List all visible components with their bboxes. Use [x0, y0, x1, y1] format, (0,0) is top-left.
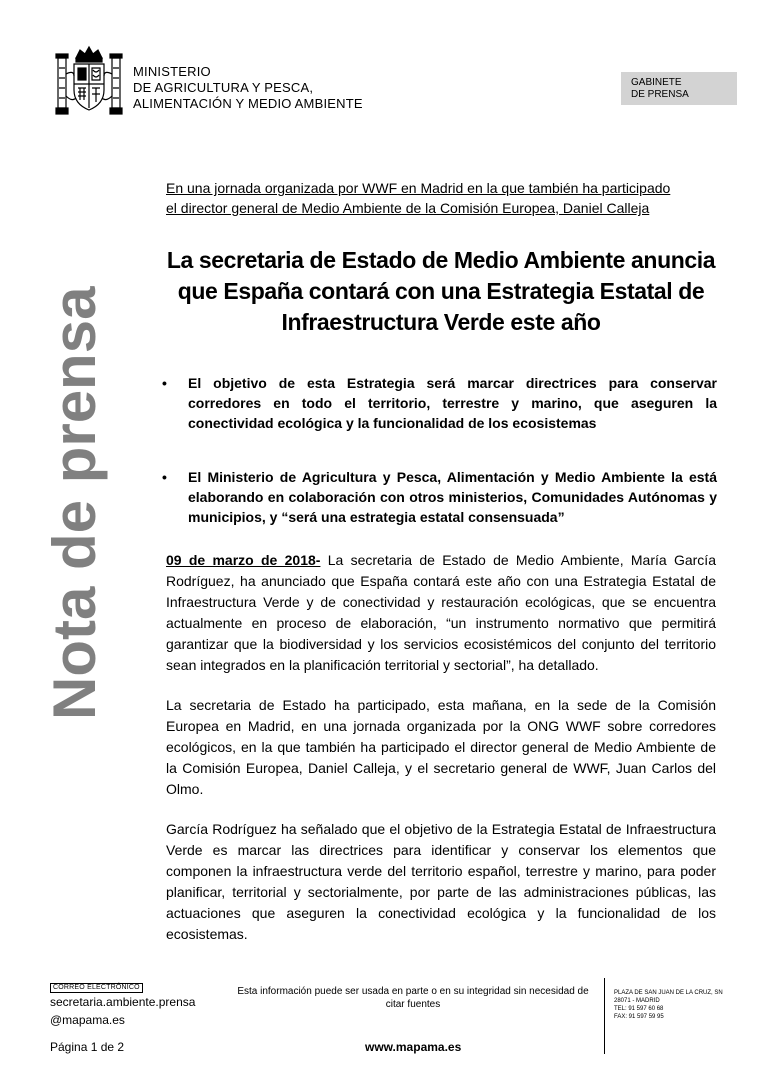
footer-divider [604, 978, 605, 1054]
address-line: PLAZA DE SAN JUAN DE LA CRUZ, SN [614, 990, 723, 996]
website-link[interactable]: www.mapama.es [365, 1040, 462, 1054]
ministry-line: DE AGRICULTURA Y PESCA, [133, 80, 314, 95]
bullet-text: El objetivo de esta Estrategia será marcar directrices para conservar corredores en todo el territorio, terrestre y marino, que aseguren la conectividad ecológica y la funcionalidad de los ecosistemas [188, 375, 717, 431]
address-block [614, 989, 723, 1021]
body-paragraph [166, 550, 716, 676]
bullet-icon: • [162, 375, 167, 391]
paragraph-text: La secretaria de Estado de Medio Ambiente, María García Rodríguez, ha anunciado que España contará este año con una Estrategia Estatal de Infraestructura Verde y de conectividad y restauración ecológicas, que se encuentra actualmente en proceso de elaboración, “un instrumento normativo que permitirá garantizar que la biodiversidad y los servicios ecosistémicos del conjunto del territorio sean integrados en la planificación territorial y sectorial”, ha detallado. [166, 552, 716, 673]
bullet-text: El Ministerio de Agricultura y Pesca, Alimentación y Medio Ambiente la está elaborando en colaboración con otros ministerios, Comunidades Autónomas y municipios, y “será una estrategia estatal consensuada” [188, 469, 717, 525]
press-date: 09 de marzo de 2018- [166, 552, 321, 568]
email-line: secretaria.ambiente.prensa [50, 995, 196, 1009]
coat-of-arms-icon [52, 44, 126, 120]
bullet-item [162, 467, 717, 527]
address-line: 28071 - MADRID [614, 998, 660, 1004]
press-office-line: GABINETE [631, 77, 682, 88]
press-office-box [621, 72, 737, 105]
body-paragraph: La secretaria de Estado ha participado, esta mañana, en la sede de la Comisión Europea en Madrid, en una jornada organizada por la ONG WWF sobre corredores ecológicos, en la que también ha participado el director general de Medio Ambiente de la Comisión Europea, Daniel Calleja, y el secretario general de WWF, Juan Carlos del Olmo. [166, 697, 716, 797]
address-line: FAX: 91 597 59 95 [614, 1014, 664, 1020]
press-office-line: DE PRENSA [631, 89, 689, 100]
body-paragraph: García Rodríguez ha señalado que el objetivo de la Estrategia Estatal de Infraestructura Verde es marcar las directrices para identificar y conservar los elementos que componen la infraestructura verde del territorio español, terrestre y marino, para poder planificar, territorial y sectorialmente, por parte de las administraciones públicas, las actuaciones que aseguren la conectividad ecológica y la funcionalidad de los ecosistemas. [166, 821, 716, 942]
ministry-line: ALIMENTACIÓN Y MEDIO AMBIENTE [133, 96, 363, 111]
headline [160, 245, 722, 338]
side-label: Nota de prensa [41, 286, 108, 720]
page-number: Página 1 de 2 [50, 1040, 125, 1054]
headline-line: La secretaria de Estado de Medio Ambiente anuncia [166, 247, 716, 273]
bullet-icon: • [162, 469, 167, 485]
usage-notice: Esta información puede ser usada en parte o en su integridad sin necesidad de citar fuentes [237, 986, 589, 1010]
kicker-line: En una jornada organizada por WWF en Madrid en la que también ha participado [166, 180, 671, 196]
headline-line: Infraestructura Verde este año [281, 309, 601, 335]
headline-line: que España contará con una Estrategia Estatal de [177, 278, 705, 304]
ministry-name [133, 64, 363, 112]
contact-email[interactable] [50, 993, 195, 1029]
email-line: @mapama.es [50, 1013, 125, 1027]
ministry-line: MINISTERIO [133, 64, 211, 79]
email-label: CORREO ELECTRÓNICO [50, 983, 143, 993]
kicker [166, 178, 716, 218]
kicker-line: el director general de Medio Ambiente de la Comisión Europea, Daniel Calleja [166, 200, 650, 216]
bullet-item [162, 373, 717, 433]
address-line: TEL: 91 597 60 68 [614, 1006, 664, 1012]
